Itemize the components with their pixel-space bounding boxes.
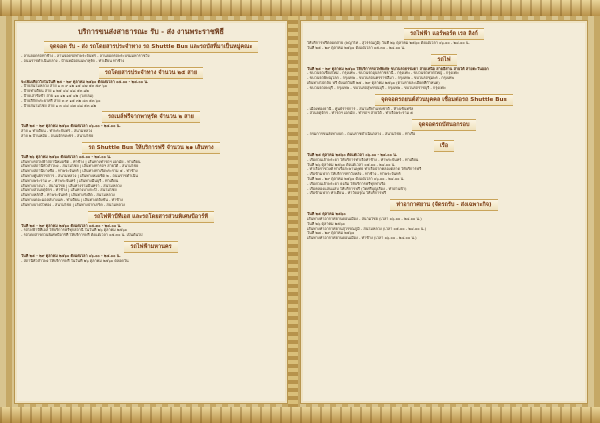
info-line: วันที่ ๒๖ ตุลาคม ๒๕๖๐	[307, 221, 345, 226]
section-header-text: รถโดยสารประจำทาง จำนวน ๒๕ สาย	[99, 67, 203, 79]
page-title: บริการขนส่งสาธารณะ รับ - ส่ง งานพระราชพิธี	[78, 27, 224, 36]
section-header	[21, 111, 281, 123]
info-line: - ป้ายเสาชิงช้า สาย ๑๐ ๑๒ ๑๕ ๔๒ (วงกลม)	[21, 93, 94, 98]
info-line: วันที่ ๒๗ - ๒๙ ตุลาคม ๒๕๖๐ ตั้งแต่เวลา ๐๖.๐๐ - ๒๔.๐๐ น.	[307, 176, 405, 181]
info-line: วันที่ ๒๕ - ๒๙ ตุลาคม ๒๕๖๐ ตั้งแต่เวลา ๐๖.๐๐ - ๒๔.๐๐ น.	[21, 253, 121, 258]
bottom-ornament-band	[0, 407, 600, 423]
info-line: สาย ๑ ท่าเตียน - ท่าพระจันทร์ - สนามหลวง	[21, 129, 93, 134]
info-line: เส้นทางสวนจตุจักร - ท่าช้าง | เส้นทางบางกะปิ - สนามไชย	[21, 188, 117, 193]
info-line: เส้นทางหลักสี่ - ท่าพระจันทร์ | เส้นทางรังสิต - สนามหลวง	[21, 193, 115, 198]
section-header-text: รถไฟฟ้าบีทีเอส และรถโดยสารส่วนพิเศษบีอาร์ที	[88, 211, 214, 223]
info-line: - เรือคลองแสนแสบ ให้บริการฟรี (วัดศรีบุญเรือง - ท่าผ่านฟ้า)	[307, 186, 407, 191]
info-line: - ป้ายสนามหลวง สาย ๑ ๓ ๙ ๑๒ ๑๕ ๔๗ ๕๓ ๕๙ ๖๐	[21, 84, 108, 89]
section-header	[21, 67, 281, 79]
section-header-text: จุดจอด รับ - ส่ง รถโดยสารประจำทาง รถ Shuttle Bus และรถบัสที่มาเป็นหมู่คณะ	[44, 41, 259, 53]
left-content	[21, 25, 281, 264]
section-header	[307, 94, 581, 106]
info-line: - ถนนราชดำเนินกลาง - บ้านหม้อถนนพาหุรัด - ท่าเตียน ท่าช้าง	[21, 58, 125, 63]
info-line: - ท่าเรือราชวงศ์ ท่าเรือสะพานพุทธ ท่าเรือปากคลองตลาด ให้บริการฟรี	[307, 167, 422, 172]
right-panel	[300, 20, 588, 404]
info-line: วันที่ ๒๕ - ๒๙ ตุลาคม ๒๕๖๐ ตั้งแต่เวลา ๐๖.๐๐ - ๒๔.๐๐ น.	[21, 124, 121, 129]
info-line: เส้นทางสถานีบางซื่อ - ท่าพระจันทร์ | เส้นทางท่าเรือพระราม ๕ - ท่าช้าง	[21, 169, 138, 174]
info-line: เส้นทางสถานีหัวลำโพง - สนามไชย | เส้นทางท่ารถฯ สายใต้ - สนามไชย	[21, 164, 139, 169]
info-line: จะเพิ่มเที่ยววิ่งในวันที่ ๒๕ - ๒๙ ตุลาคม ๒๕๖๐ ตั้งแต่เวลา ๐๕.๐๐ - ๒๔.๐๐ น.	[21, 79, 149, 84]
info-line: - เรือด่วนเจ้าพระยา ให้บริการท่าเรือท่าช้าง - ท่าพระจันทร์ - ท่าเตียน	[307, 157, 419, 162]
section-header	[307, 28, 581, 40]
info-line: เส้นทางท่าอากาศยานสุวรรณภูมิ - สนามหลวง (เวลา ๐๕.๐๐ - ๒๔.๐๐ น.)	[307, 226, 427, 231]
info-line: เส้นทางบางนา - สนามไชย | เส้นทางรามอินทรา - สนามหลวง	[21, 183, 122, 188]
section-header	[21, 241, 281, 253]
info-line: วันที่ ๒๗ - ๒๙ ตุลาคม ๒๕๖๐	[307, 231, 355, 236]
info-line: - ขบวนรถเชียงใหม่ - กรุงเทพ - ขบวนรถอุบลราชธานี - กรุงเทพ - ขบวนรถหาดใหญ่ - กรุงเทพ	[307, 71, 459, 76]
info-line: วันที่ ๒๕ - ๒๙ ตุลาคม ๒๕๖๐ ตั้งแต่เวลา ๐๕.๓๐ - ๒๔.๐๐ น.	[307, 45, 406, 50]
info-line: เดินทางไปกลับ ฟรี ตั้งแต่วันที่ ๒๕ - ๒๙ ตุลาคม ๒๕๖๐ (ตามรายละเอียดที่กำหนด)	[307, 80, 440, 85]
info-line: - รถโดยสารด่วนพิเศษบีอาร์ที ให้บริการฟรี ตั้งแต่เวลา ๐๕.๓๐ น. เป็นต้นไป	[21, 233, 143, 238]
info-line: วันที่ ๒๕ ตุลาคม ๒๕๖๐ ตั้งแต่เวลา ๐๖.๐๐ - ๒๔.๐๐ น.	[307, 152, 398, 157]
right-content	[307, 25, 581, 241]
info-line: เส้นทางท่าอากาศยานดอนเมือง - ท่าช้าง (เวลา ๐๖.๐๐ - ๒๔.๐๐ น.)	[307, 236, 417, 241]
center-spine	[288, 16, 298, 407]
section-header	[21, 142, 281, 154]
info-line: เส้นทางรถไฟฟ้าสถานีหมอชิต - ท่าช้าง | เส้นทางท่ารถฯ เอกมัย - ท่าเตียน	[21, 159, 141, 164]
info-line: - เรือด่วนเจ้าพระยา ธงส้ม ให้บริการฟรีทุกท่าเรือ	[307, 181, 386, 186]
info-line: - เรือข้ามฟาก ให้บริการท่าวังหลัง - ท่าช้าง - ท่าพระจันทร์	[307, 172, 401, 177]
section-header	[21, 41, 281, 53]
info-line: - ขบวนรถพิษณุโลก - กรุงเทพ - ขบวนรถนครราชสีมา - กรุงเทพ - ขบวนรถชุมพร - กรุงเทพ	[307, 76, 454, 81]
section-header-text: รถ Shuttle Bus ให้บริการฟรี จำนวน ๒๑ เส้นทาง	[82, 142, 219, 154]
info-line: วันที่ ๒๕ ตุลาคม ๒๕๖๐	[307, 212, 346, 217]
info-line: เส้นทางศูนย์ราชการ - สนามหลวง | เส้นทางหมอชิต ๒ - ถนนราชดำเนิน	[21, 173, 138, 178]
info-line: สาย ๒ บ้านหม้อ - ถนนจักรเพชร - สนามไชย	[21, 133, 94, 138]
info-line: - เรือข้ามฟาก ท่าเตียน - ท่าวัดอรุณ ให้บริการฟรี	[307, 191, 387, 196]
section-header-text: ท่าอากาศยาน (จัดรถรับ - ส่งเฉพาะกิจ)	[390, 199, 497, 211]
top-ornament-band	[0, 0, 600, 16]
info-line: เส้นทางท่าอากาศยานดอนเมือง - สนามไชย (เวลา ๐๖.๐๐ - ๒๔.๐๐ น.)	[307, 216, 422, 221]
info-line: - ป้ายสนามไชย สาย ๑ ๓ ๔๔ ๔๗ ๔๘ ๕๓ ๘๒	[21, 103, 97, 108]
section-header	[307, 119, 581, 131]
info-line: เส้นทางบางบัวทอง - สนามไชย | เส้นทางปากเกร็ด - สนามหลวง	[21, 202, 125, 207]
section-header-text: จุดจอดรถยนต์ส่วนบุคคล เชื่อมต่อรถ Shuttle Bus	[375, 94, 513, 106]
section-header	[21, 211, 281, 223]
section-header	[307, 54, 581, 66]
info-line: วันที่ ๒๕ - ๒๙ ตุลาคม ๒๕๖๐ ให้บริการรถไฟพิเศษ ขบวนรถธรรมดา สายเหนือ สายอีสาน สายใต้ สายตะวันออก	[307, 66, 489, 71]
left-panel	[14, 20, 288, 404]
info-line: - ป้ายสี่กั๊กพระยาศรี สาย ๓ ๙ ๑๕ ๓๒ ๔๓ ๕๓ ๖๐	[21, 98, 101, 103]
section-header-text: เรือ	[434, 140, 454, 152]
info-line: - ลานจอดรถท่าช้าง - ลานจอดรถท่าพระจันทร์ - ลานจอดรถพระบรมมหาราชวัง	[21, 54, 150, 58]
info-line: - สวนจตุจักร - ท่ารถฯ เอกมัย - ท่ารถฯ สายใต้ - ท่าเรือพระราม ๕	[307, 111, 414, 116]
info-line: - ป้ายท่าเตียน สาย ๑ ๒๕ ๔๔ ๔๘ ๕๓ ๘๒	[21, 89, 89, 94]
section-header-text: รถเมล์ฟรีจากพาหุรัด จำนวน ๒ สาย	[102, 111, 200, 123]
info-line: วันที่ ๒๕ - ๒๙ ตุลาคม ๒๕๖๐ ตั้งแต่เวลา ๐๕.๓๐ - ๒๔.๐๐ น.	[21, 223, 122, 228]
info-line: - เมืองทองธานี - ศูนย์ราชการ - สนามกีฬาแห่งชาติ - ห้างเซ็นทรัล	[307, 106, 414, 111]
info-line: วันที่ ๒๖ ตุลาคม ๒๕๖๐ ตั้งแต่เวลา ๐๕.๐๐ - ๒๔.๐๐ น.	[21, 154, 112, 159]
info-line: - สถานีหัวลำโพง ให้บริการฟรี ในวันที่ ๒๖ ตุลาคม ๒๕๖๐ ตลอดวัน	[21, 258, 129, 263]
info-line: - ขบวนรถลพบุรี - กรุงเทพ - ขบวนรถสุพรรณบุรี - กรุงเทพ - ขบวนรถราชบุรี - กรุงเทพ	[307, 85, 446, 90]
section-header	[307, 199, 581, 211]
section-header	[307, 140, 581, 152]
info-line: เส้นทางพระราม ๙ - ท่าพระจันทร์ | เส้นทางมีนบุรี - ท่าเตียน	[21, 178, 119, 183]
info-line: - รถไฟฟ้าบีทีเอส ให้บริการฟรีทุกสถานี ในวันที่ ๒๖ ตุลาคม ๒๕๖๐	[21, 228, 127, 233]
section-header-text: รถไฟฟ้ามหานคร	[124, 241, 177, 253]
section-header-text: จุดจอดรถบัสนอกรอบ	[412, 119, 475, 131]
section-header-text: รถไฟฟ้า แอร์พอร์ต เรล ลิงก์	[404, 28, 484, 40]
info-line: เส้นทางเดอะมอลล์บางแค - ท่าเตียน | เส้นทางตลิ่งชัน - ท่าช้าง	[21, 197, 123, 202]
section-header-text: รถไฟ	[431, 54, 456, 66]
info-line: ให้บริการฟรีตลอดสาย (พญาไท - สุวรรณภูมิ) วันที่ ๒๖ ตุลาคม ๒๕๖๐ ตั้งแต่เวลา ๐๖.๐๐ - ๒๔.๐๐ น.	[307, 41, 470, 45]
info-line: วันที่ ๒๖ ตุลาคม ๒๕๖๐ ตั้งแต่เวลา ๐๕.๐๐ - ๒๔.๐๐ น.	[307, 162, 396, 167]
info-line: - กรมการขนส่งทางบก - ถนนราชดำเนินกลาง - สนามไชย - ท่าเรือ	[307, 132, 416, 137]
